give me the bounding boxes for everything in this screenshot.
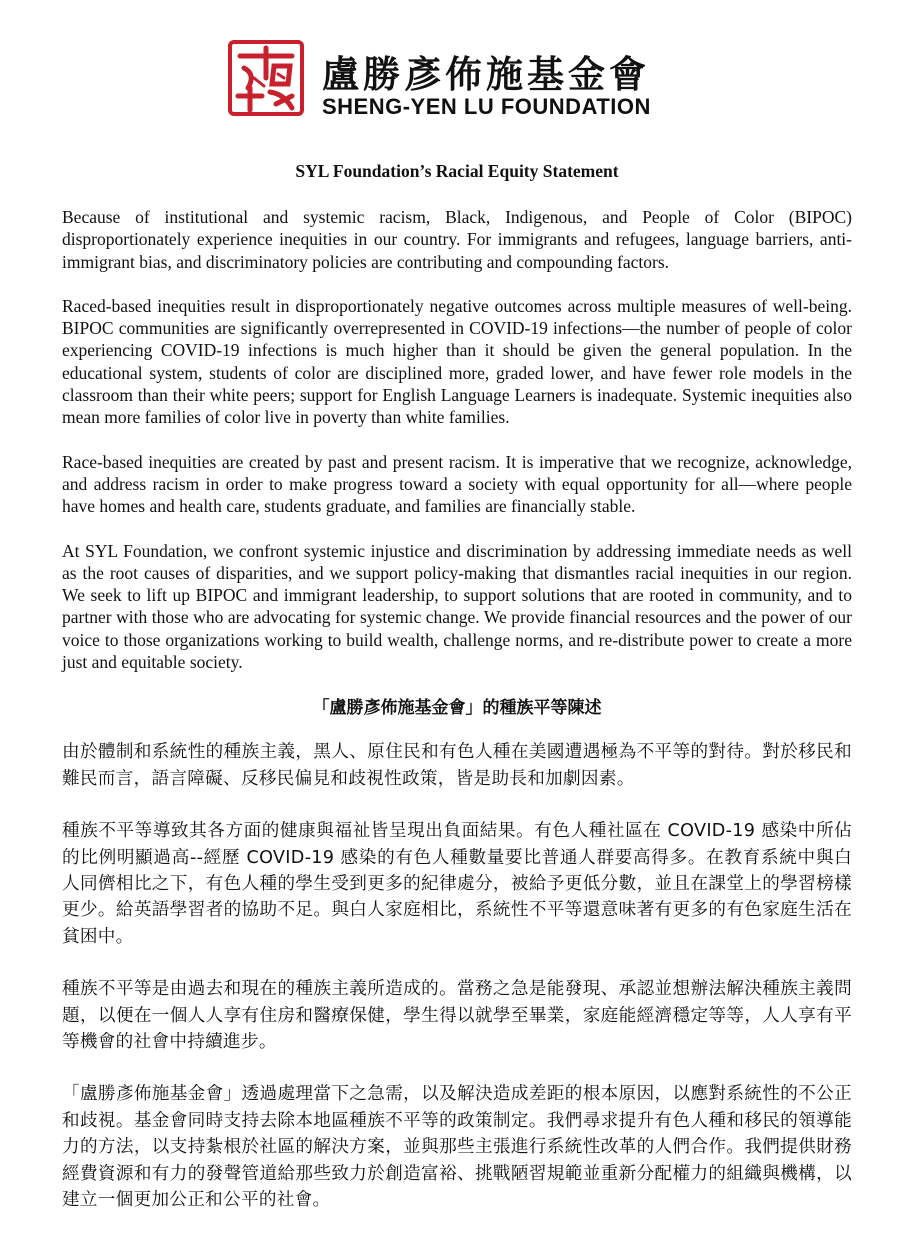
chinese-paragraph-1: 由於體制和系統性的種族主義，黑人、原住民和有色人種在美國遭遇極為不平等的對待。對於移民和難民而言，語言障礙、反移民偏見和歧視性政策，皆是助長和加劇因素。 (62, 742, 852, 789)
chinese-statement-title: 「盧勝彥佈施基金會」的種族平等陳述 (312, 698, 602, 719)
english-paragraph-3: Race-based inequities are created by past and present racism. It is imperative that we recognize, acknowledge, and address racism in order to make progress toward a society with equal opportunity for all—where people have homes and health care, students graduate, and families are financially stable. (62, 451, 852, 517)
chinese-paragraph-2: 種族不平等導致其各方面的健康與福祉皆呈現出負面結果。有色人種社區在 COVID-19 感染中所佔的比例明顯過高--經歷 COVID-19 感染的有色人種數量要比普通人群要高得多。在教育系統中與白人同儕相比之下，有色人種的學生受到更多的紀律處分，被給予更低分數，並且在課堂上的學習榜樣更少。給英語學習者的協助不足。與白人家庭相比，系統性不平等還意味著有更多的有色家庭生活在貧困中。 (62, 821, 852, 947)
foundation-name-chinese: 盧勝彥佈施基金會 (322, 52, 650, 96)
foundation-name-english: SHENG-YEN LU FOUNDATION (322, 94, 651, 119)
seal-logo-icon (226, 38, 306, 118)
english-paragraph-2: Raced-based inequities result in disproportionately negative outcomes across multiple measures of well-being. BIPOC communities are significantly overrepresented in COVID-19 infections—the number of people of color experiencing COVID-19 infections is much higher than it should be given the general population. In the educational system, students of color are disciplined more, graded lower, and have fewer role models in the classroom than their white peers; support for English Language Learners is inadequate. Systemic inequities also mean more families of color live in poverty than white families. (62, 295, 852, 428)
english-paragraph-1: Because of institutional and systemic racism, Black, Indigenous, and People of Color (BIPOC) disproportionately experience inequities in our country. For immigrants and refugees, language barriers, anti-immigrant bias, and discriminatory policies are contributing and compounding factors. (62, 207, 852, 272)
chinese-paragraph-3: 種族不平等是由過去和現在的種族主義所造成的。當務之急是能發現、承認並想辦法解決種族主義問題，以便在一個人人享有住房和醫療保健，學生得以就學至畢業，家庭能經濟穩定等等，人人享有平等機會的社會中持續進步。 (62, 979, 852, 1052)
chinese-paragraph-4: 「盧勝彥佈施基金會」透過處理當下之急需，以及解決造成差距的根本原因，以應對系統性的不公正和歧視。基金會同時支持去除本地區種族不平等的政策制定。我們尋求提升有色人種和移民的領導能力的方法，以支持紮根於社區的解決方案，並與那些主張進行系統性改革的人們合作。我們提供財務經費資源和有力的發聲管道給那些致力於創造富裕、挑戰陋習規範並重新分配權力的組織與機構，以建立一個更加公正和公平的社會。 (62, 1084, 852, 1211)
english-statement-title: SYL Foundation’s Racial Equity Statement (295, 161, 619, 181)
statement-body (62, 158, 852, 1239)
letterhead (226, 30, 686, 120)
english-paragraph-4: At SYL Foundation, we confront systemic injustice and discrimination by addressing immediate needs as well as the root causes of disparities, and we support policy-making that dismantles racial inequities in our region. We seek to lift up BIPOC and immigrant leadership, to support solutions that are rooted in community, and to partner with those who are advocating for systemic change. We provide financial resources and the power of our voice to those organizations working to build wealth, challenge norms, and re-distribute power to create a more just and equitable society. (62, 540, 852, 673)
